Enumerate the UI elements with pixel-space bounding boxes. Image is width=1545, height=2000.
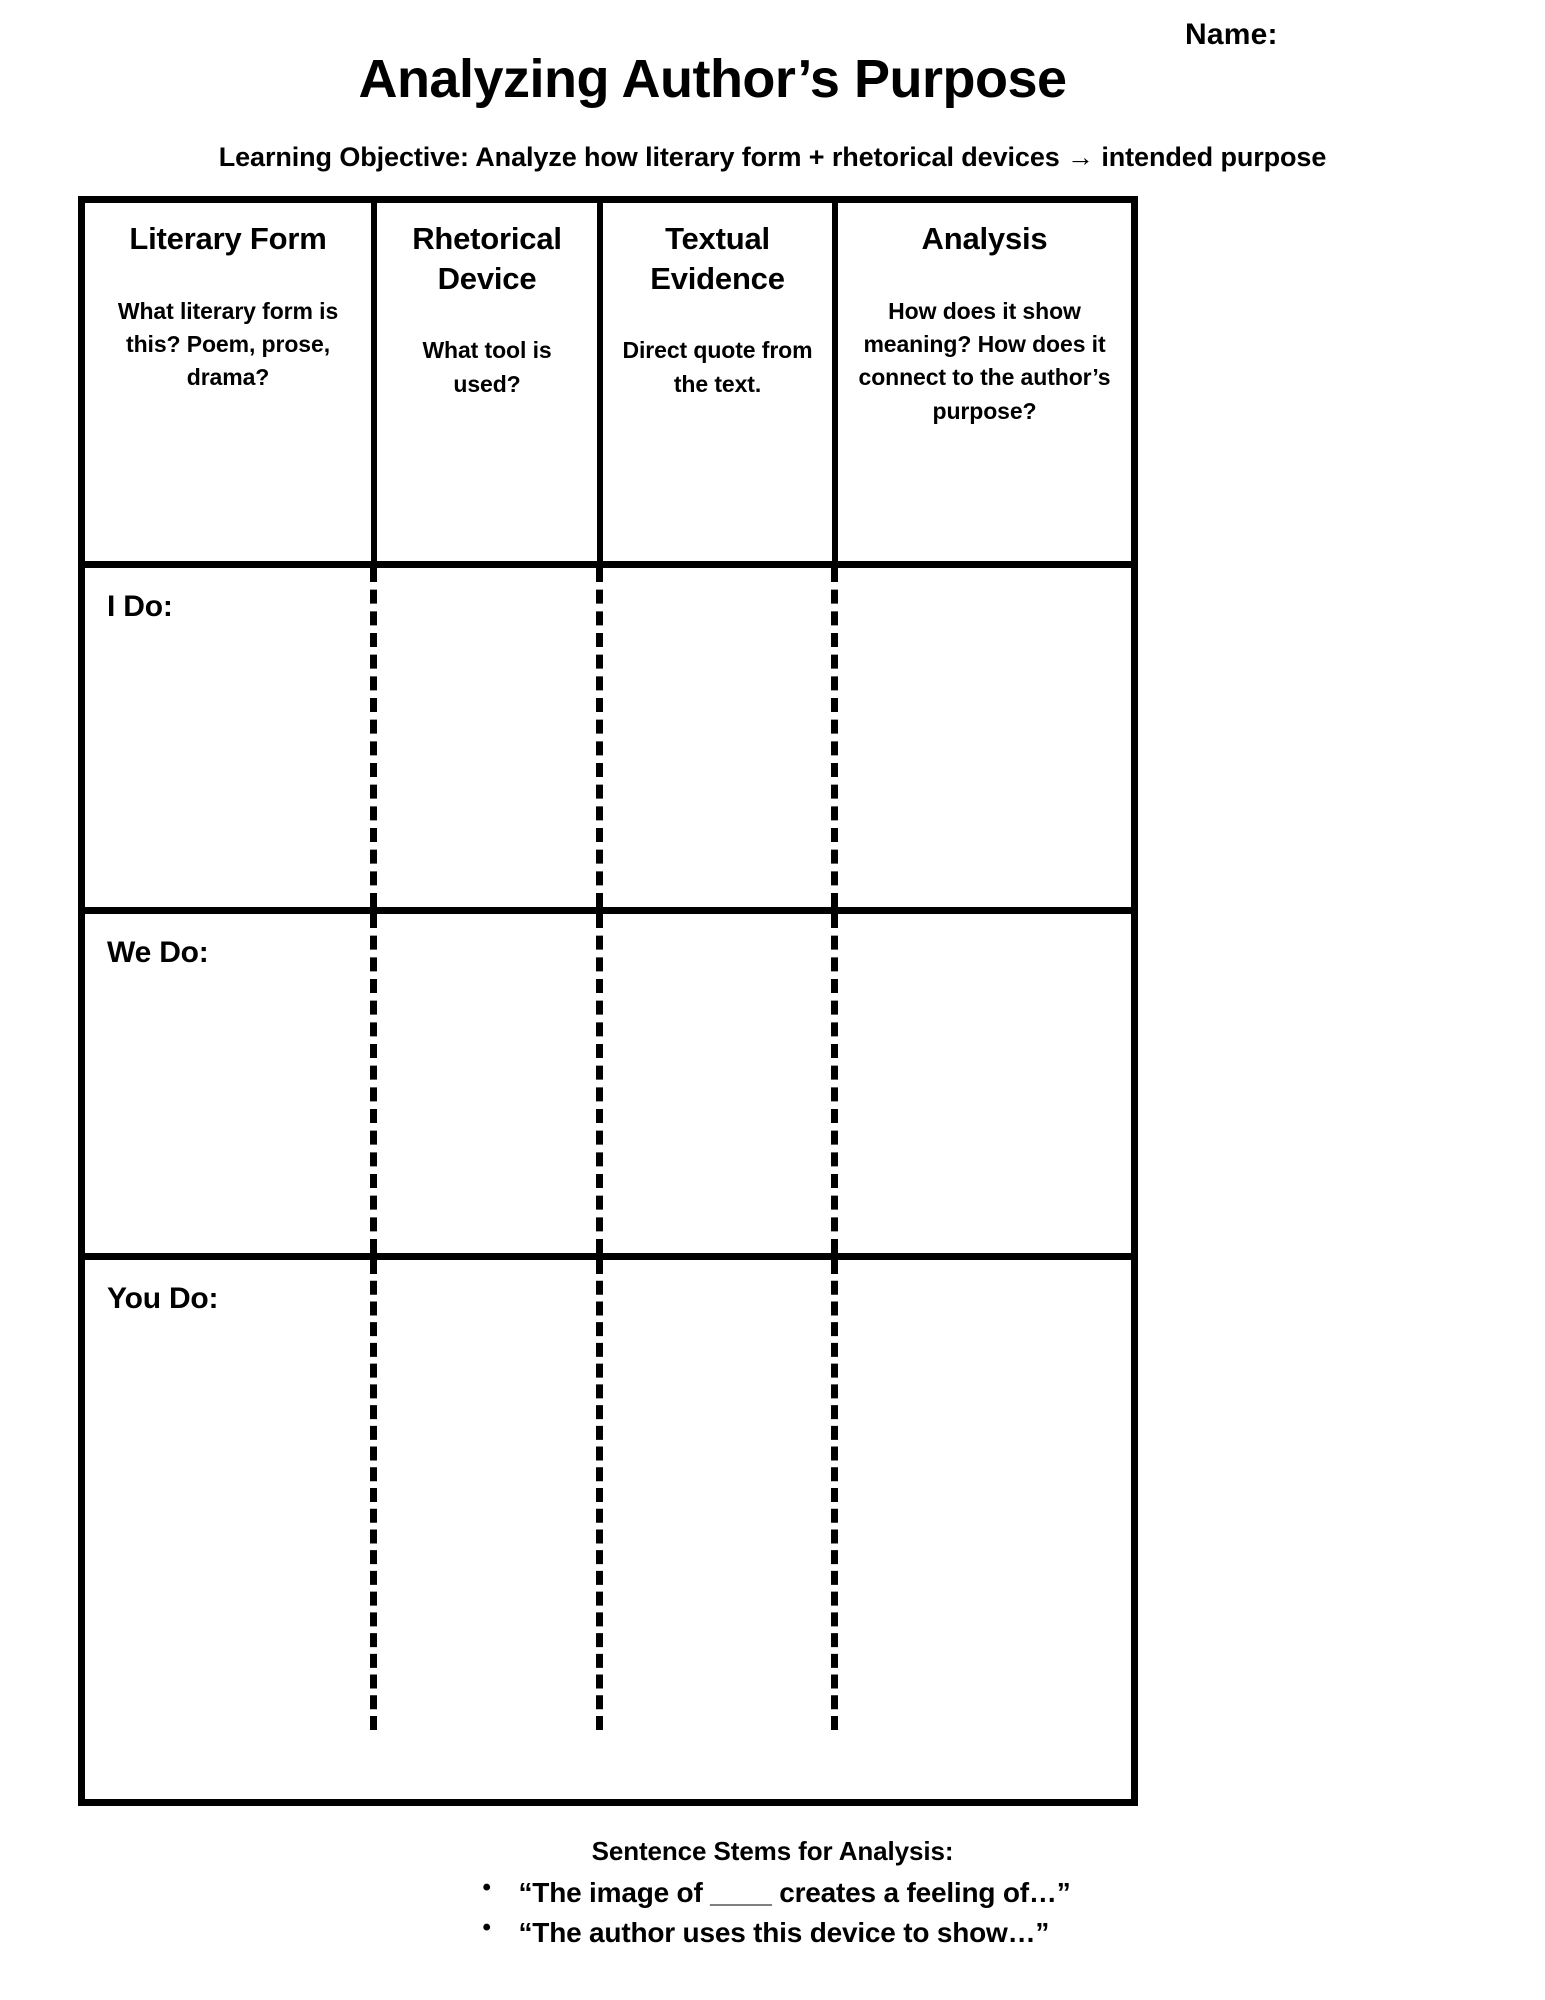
column-header-textual-evidence	[603, 203, 838, 561]
answer-cell-textual-evidence-we-do[interactable]	[603, 914, 838, 1253]
page-title: Analyzing Author’s Purpose	[358, 49, 1067, 109]
column-header-analysis	[838, 203, 1131, 561]
table-header-row	[85, 203, 1131, 568]
sentence-stems-list	[475, 1873, 1071, 1953]
row-label-cell-you-do[interactable]	[85, 1260, 377, 1730]
column-title: Rhetorical Device	[412, 221, 562, 296]
answer-cell-textual-evidence-i-do[interactable]	[603, 568, 838, 907]
sentence-stems-section	[0, 1836, 1545, 1953]
answer-cell-rhetorical-device-we-do[interactable]	[377, 914, 603, 1253]
table-row	[85, 914, 1131, 1260]
row-label: You Do:	[107, 1282, 219, 1315]
answer-cell-analysis-i-do[interactable]	[838, 568, 1131, 907]
row-label: We Do:	[107, 936, 209, 969]
column-title: Textual Evidence	[650, 221, 785, 296]
column-title: Analysis	[921, 221, 1048, 256]
column-title: Literary Form	[129, 221, 327, 256]
list-item: • “The author uses this device to show…”	[475, 1913, 1071, 1953]
answer-cell-analysis-you-do[interactable]	[838, 1260, 1131, 1730]
answer-cell-analysis-we-do[interactable]	[838, 914, 1131, 1253]
column-description: How does it show meaning? How does it connect to the author’s purpose?	[858, 297, 1111, 424]
table-row	[85, 1260, 1131, 1730]
name-field-label: Name:	[1185, 18, 1278, 51]
row-label: I Do:	[107, 590, 173, 623]
column-header-literary-form	[85, 203, 377, 561]
answer-cell-rhetorical-device-you-do[interactable]	[377, 1260, 603, 1730]
sentence-stems-title: Sentence Stems for Analysis:	[591, 1836, 954, 1866]
table-row	[85, 568, 1131, 914]
analysis-table	[78, 196, 1138, 1806]
row-label-cell-we-do[interactable]	[85, 914, 377, 1253]
column-header-rhetorical-device	[377, 203, 603, 561]
row-label-cell-i-do[interactable]	[85, 568, 377, 907]
answer-cell-textual-evidence-you-do[interactable]	[603, 1260, 838, 1730]
learning-objective: Learning Objective: Analyze how literary form + rhetorical devices → intended purpose	[218, 142, 1327, 172]
column-description: What tool is used?	[422, 337, 552, 397]
column-description: Direct quote from the text.	[622, 337, 813, 397]
answer-cell-rhetorical-device-i-do[interactable]	[377, 568, 603, 907]
column-description: What literary form is this? Poem, prose, drama?	[117, 297, 339, 391]
list-item: • “The image of ____ creates a feeling of…”	[475, 1873, 1071, 1913]
